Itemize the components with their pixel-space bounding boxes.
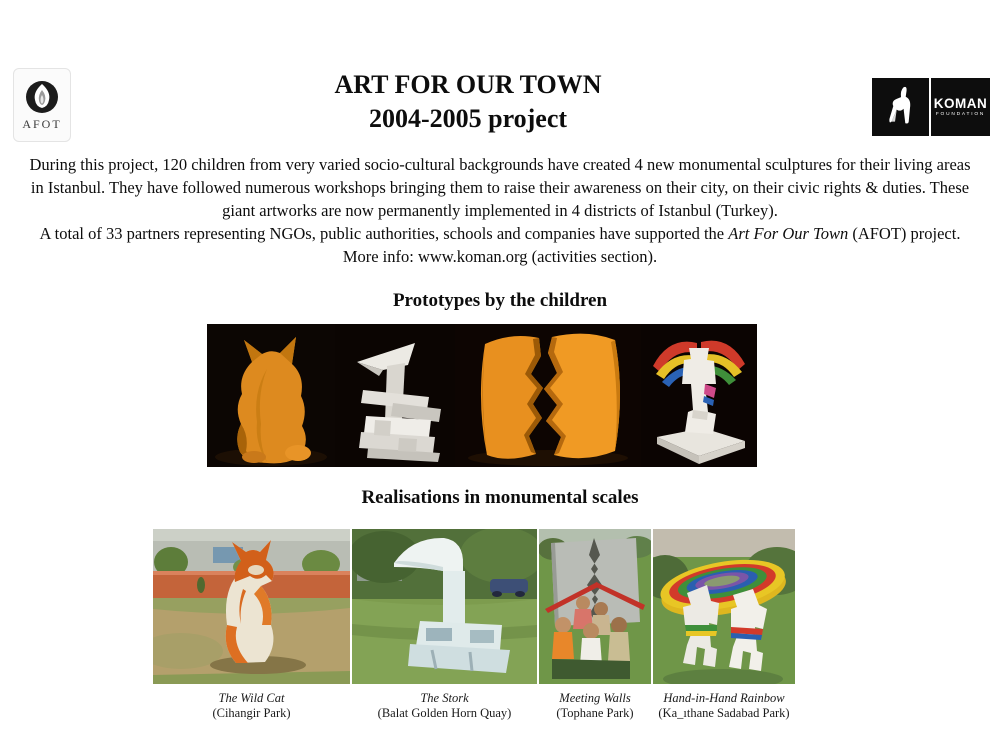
koman-foundation-logo — [872, 78, 990, 136]
realisations-row — [153, 529, 795, 721]
caption-wild-cat-location: (Cihangir Park) — [212, 706, 291, 720]
caption-rainbow-location: (Ka_ıthane Sadabad Park) — [658, 706, 790, 720]
stork-prototype-image — [335, 324, 455, 467]
meeting-walls-photo — [539, 529, 651, 684]
wild-cat-prototype-image — [207, 324, 335, 467]
caption-meeting-walls — [539, 691, 651, 721]
afot-logo-label: AFOT — [22, 116, 62, 131]
intro-text — [24, 153, 976, 268]
caption-meeting-walls-location: (Tophane Park) — [556, 706, 634, 720]
realisation-rainbow — [653, 529, 795, 721]
realisation-wild-cat — [153, 529, 350, 721]
page-title-line1: ART FOR OUR TOWN — [334, 70, 602, 99]
rainbow-prototype-image — [641, 324, 757, 467]
intro-paragraph-1: During this project, 120 children from very varied socio-cultural backgrounds have created 4 new monumental sculptures for their living areas in Istanbul. They have followed numerous workshops bringing them to raise their awareness on their city, on their civic rights & duties. These giant artworks are now permanently implemented in 4 districts of Istanbul (Turkey). — [29, 155, 971, 220]
koman-logo-name: KOMAN — [933, 95, 988, 111]
wild-cat-photo — [153, 529, 350, 684]
caption-meeting-walls-title: Meeting Walls — [559, 691, 631, 705]
meeting-walls-prototype-image — [455, 324, 641, 467]
intro-paragraph-2-before: A total of 33 partners representing NGOs, public authorities, schools and companies have supported the — [39, 224, 729, 243]
realisations-heading: Realisations in monumental scales — [361, 487, 639, 508]
caption-stork-location: (Balat Golden Horn Quay) — [377, 706, 512, 720]
koman-logo-subname: FOUNDATION — [935, 111, 986, 117]
caption-stork-title: The Stork — [420, 691, 469, 705]
intro-paragraph-2-after: (AFOT) project. More info: www.koman.org (activities section). — [342, 224, 961, 266]
caption-rainbow — [653, 691, 795, 721]
page-title-line2: 2004-2005 project — [368, 104, 568, 133]
rainbow-photo — [653, 529, 795, 684]
caption-wild-cat-title: The Wild Cat — [218, 691, 285, 705]
koman-sculpture-icon — [872, 78, 929, 136]
realisation-meeting-walls — [539, 529, 651, 721]
project-name-italic: Art For Our Town — [728, 224, 849, 243]
realisation-stork — [352, 529, 537, 721]
stork-photo — [352, 529, 537, 684]
prototypes-image-strip — [207, 324, 757, 467]
page-title — [0, 68, 936, 136]
koman-logo-text — [931, 78, 990, 136]
caption-stork — [352, 691, 537, 721]
intro-paragraph-2 — [24, 222, 976, 268]
caption-rainbow-title: Hand-in-Hand Rainbow — [663, 691, 785, 705]
prototypes-heading: Prototypes by the children — [392, 290, 608, 311]
caption-wild-cat — [153, 691, 350, 721]
